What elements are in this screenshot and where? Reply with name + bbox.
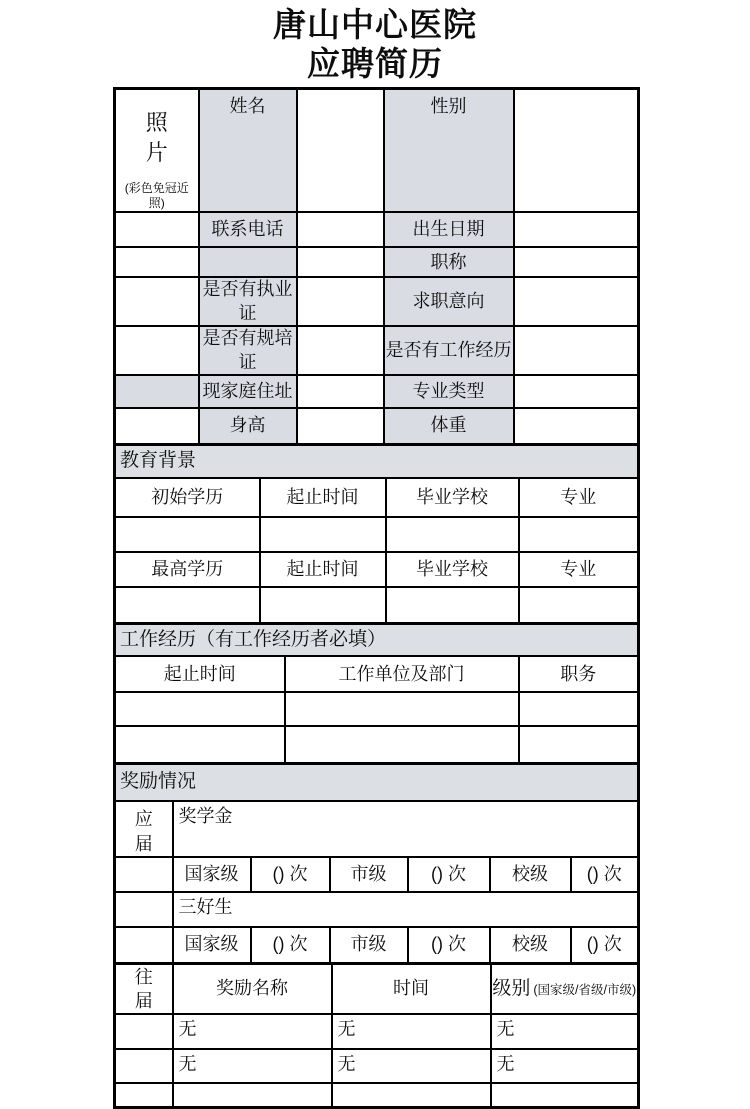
work-experience-table <box>113 622 640 765</box>
practice-cert-value-cell[interactable] <box>297 277 384 326</box>
blank-cell <box>115 892 173 927</box>
weight-value-cell[interactable] <box>514 408 639 445</box>
height-value-cell[interactable] <box>297 408 384 445</box>
work-position-label: 职务 <box>519 656 639 692</box>
job-title-label: 职称 <box>384 247 514 277</box>
edu-period-value-cell[interactable] <box>260 517 386 552</box>
work-unit-value-cell[interactable] <box>285 726 519 763</box>
level-note-text: (国家级/省级/市级) <box>533 982 637 997</box>
awards-fresh-table <box>113 762 640 965</box>
home-address-value-cell[interactable] <box>297 375 384 408</box>
job-intention-label: 求职意向 <box>384 277 514 326</box>
blank-cell <box>115 1049 173 1083</box>
blank-cell <box>173 1083 332 1107</box>
name-value-cell[interactable] <box>297 89 384 213</box>
practice-cert-label: 是否有执业证 <box>199 277 297 326</box>
job-intention-value-cell[interactable] <box>514 277 639 326</box>
gender-label: 性别 <box>384 89 514 213</box>
home-address-label: 现家庭住址 <box>199 375 297 408</box>
school-level-label: 校级 <box>490 857 571 892</box>
school-level-label: 校级 <box>490 927 571 963</box>
birth-date-label: 出生日期 <box>384 212 514 247</box>
blank-cell <box>491 1083 639 1107</box>
photo-note: (彩色免冠近照) <box>124 181 189 211</box>
prev-time-value[interactable]: 无 <box>332 1014 491 1049</box>
edu-major-value-cell[interactable] <box>519 587 639 623</box>
form-title-block <box>0 0 750 87</box>
edu-major-value-cell[interactable] <box>519 517 639 552</box>
blank-cell <box>115 408 199 445</box>
national-level-label: 国家级 <box>173 927 251 963</box>
awards-previous-table <box>113 962 640 1109</box>
height-label: 身高 <box>199 408 297 445</box>
city-level-label: 市级 <box>330 927 408 963</box>
basic-info-table <box>113 87 640 446</box>
has-work-exp-value-cell[interactable] <box>514 326 639 375</box>
edu-school-value-cell[interactable] <box>386 517 519 552</box>
major-type-label: 专业类型 <box>384 375 514 408</box>
level-text: 级别 <box>492 977 531 999</box>
form-sheet <box>113 87 637 1109</box>
photo-cell <box>115 89 199 213</box>
initial-degree-value-cell[interactable] <box>115 517 260 552</box>
edu-period-label: 起止时间 <box>260 478 386 517</box>
hospital-title: 唐山中心医院 <box>273 6 477 43</box>
training-cert-label: 是否有规培证 <box>199 326 297 375</box>
national-times-cell[interactable]: () 次 <box>251 857 330 892</box>
work-position-value-cell[interactable] <box>519 726 639 763</box>
birth-date-value-cell[interactable] <box>514 212 639 247</box>
prev-level-value[interactable]: 无 <box>491 1014 639 1049</box>
prev-level-value[interactable]: 无 <box>491 1049 639 1083</box>
blank-cell <box>115 927 173 963</box>
previous-graduate-label <box>115 963 173 1014</box>
prev-time-label: 时间 <box>332 963 491 1014</box>
work-unit-value-cell[interactable] <box>285 692 519 726</box>
blank-cell <box>332 1083 491 1107</box>
weight-label: 体重 <box>384 408 514 445</box>
prev-time-value[interactable]: 无 <box>332 1049 491 1083</box>
school-times-cell[interactable]: () 次 <box>571 927 639 963</box>
blank-cell <box>115 1014 173 1049</box>
work-position-value-cell[interactable] <box>519 692 639 726</box>
edu-school-label: 毕业学校 <box>386 478 519 517</box>
scholarship-label: 奖学金 <box>173 801 639 857</box>
three-good-student-label: 三好生 <box>173 892 639 927</box>
blank-shaded-cell <box>199 247 297 277</box>
highest-degree-label: 最高学历 <box>115 552 260 587</box>
blank-cell <box>115 326 199 375</box>
education-section-header: 教育背景 <box>115 445 639 478</box>
city-level-label: 市级 <box>330 857 408 892</box>
edu-school-label: 毕业学校 <box>386 552 519 587</box>
city-times-cell[interactable]: () 次 <box>408 857 490 892</box>
prev-level-label <box>491 963 639 1014</box>
work-period-value-cell[interactable] <box>115 726 285 763</box>
blank-shaded-cell <box>115 375 199 408</box>
phone-value-cell[interactable] <box>297 212 384 247</box>
edu-major-label: 专业 <box>519 478 639 517</box>
training-cert-value-cell[interactable] <box>297 326 384 375</box>
work-period-value-cell[interactable] <box>115 692 285 726</box>
work-period-label: 起止时间 <box>115 656 285 692</box>
previous-graduate-text: 往届 <box>134 966 153 1011</box>
prev-award-name-value[interactable]: 无 <box>173 1014 332 1049</box>
gender-value-cell[interactable] <box>514 89 639 213</box>
blank-cell <box>115 1083 173 1107</box>
work-unit-label: 工作单位及部门 <box>285 656 519 692</box>
blank-cell <box>115 212 199 247</box>
edu-period-label: 起止时间 <box>260 552 386 587</box>
edu-school-value-cell[interactable] <box>386 587 519 623</box>
blank-cell <box>115 857 173 892</box>
edu-period-value-cell[interactable] <box>260 587 386 623</box>
awards-section-header: 奖励情况 <box>115 763 639 801</box>
prev-award-name-value[interactable]: 无 <box>173 1049 332 1083</box>
photo-label: 照片 <box>145 110 168 165</box>
blank-cell <box>115 247 199 277</box>
fresh-graduate-label <box>115 801 173 857</box>
national-times-cell[interactable]: () 次 <box>251 927 330 963</box>
city-times-cell[interactable]: () 次 <box>408 927 490 963</box>
fresh-graduate-text: 应届 <box>134 809 153 854</box>
blank-cell <box>297 247 384 277</box>
blank-cell <box>115 277 199 326</box>
work-section-header: 工作经历（有工作经历者必填） <box>115 623 639 656</box>
edu-major-label: 专业 <box>519 552 639 587</box>
education-table <box>113 443 640 624</box>
prev-award-name-label: 奖励名称 <box>173 963 332 1014</box>
has-work-exp-label: 是否有工作经历 <box>384 326 514 375</box>
major-type-value-cell[interactable] <box>514 375 639 408</box>
name-label: 姓名 <box>199 89 297 213</box>
school-times-cell[interactable]: () 次 <box>571 857 639 892</box>
phone-label: 联系电话 <box>199 212 297 247</box>
initial-degree-label: 初始学历 <box>115 478 260 517</box>
job-title-value-cell[interactable] <box>514 247 639 277</box>
highest-degree-value-cell[interactable] <box>115 587 260 623</box>
national-level-label: 国家级 <box>173 857 251 892</box>
form-subtitle: 应聘简历 <box>307 45 443 82</box>
